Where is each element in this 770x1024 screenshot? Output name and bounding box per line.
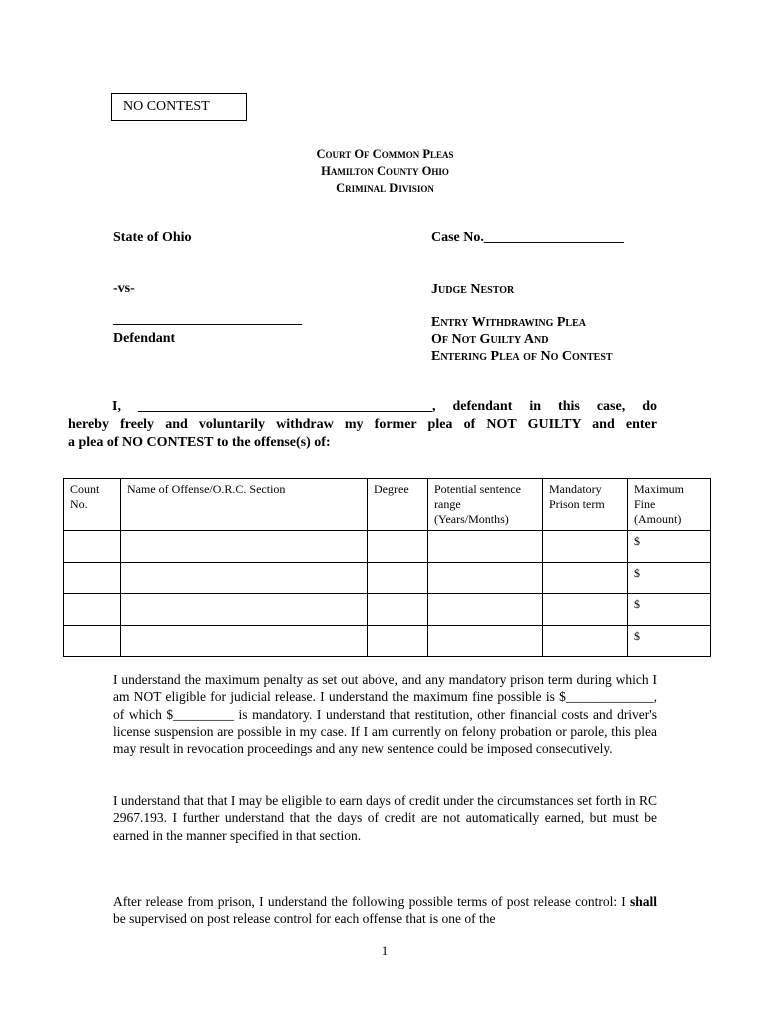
defendant-line: ___________________________ — [113, 312, 302, 327]
versus-label: -vs- — [113, 281, 135, 296]
cell-degree — [368, 531, 428, 563]
judge-name: Judge Nestor — [431, 282, 515, 297]
cell-mandatory — [543, 625, 628, 657]
cell-sentence — [428, 531, 543, 563]
table-header-row — [64, 479, 711, 531]
cell-degree — [368, 625, 428, 657]
court-line-2: Hamilton County Ohio — [321, 164, 449, 178]
entry-title-line-2: Of Not Guilty And — [431, 332, 549, 347]
cell-count — [64, 562, 121, 594]
cell-count — [64, 625, 121, 657]
cell-mandatory — [543, 594, 628, 626]
defendant-label: Defendant — [113, 331, 176, 346]
table-row — [64, 594, 711, 626]
table-row — [64, 531, 711, 563]
plaintiff-label: State of Ohio — [113, 230, 192, 245]
header-sentence: Potential sentence range (Years/Months) — [428, 479, 543, 531]
cell-fine: $ — [628, 594, 711, 626]
table-row — [64, 625, 711, 657]
post-release-text-1: After release from prison, I understand the following possible terms of post release control: I — [113, 894, 630, 909]
court-heading — [0, 146, 770, 197]
header-mandatory: Mandatory Prison term — [543, 479, 628, 531]
header-offense: Name of Offense/O.R.C. Section — [121, 479, 368, 531]
cell-degree — [368, 562, 428, 594]
post-release-text-2: be supervised on post release control for each offense that is one of the — [113, 911, 496, 927]
court-line-1: Court Of Common Pleas — [316, 147, 454, 161]
header-count: Count No. — [64, 479, 121, 531]
plea-line-1: I, __________________________________________, defendant in this case, do — [112, 399, 657, 414]
cell-sentence — [428, 625, 543, 657]
header-degree: Degree — [368, 479, 428, 531]
entry-title — [431, 314, 613, 365]
cell-fine: $ — [628, 562, 711, 594]
plea-line-3: a plea of NO CONTEST to the offense(s) of: — [68, 435, 331, 450]
cell-offense — [121, 625, 368, 657]
cell-offense — [121, 562, 368, 594]
case-number-field: Case No.____________________ — [431, 230, 624, 245]
cell-fine: $ — [628, 531, 711, 563]
cell-mandatory — [543, 531, 628, 563]
cell-sentence — [428, 562, 543, 594]
entry-title-line-3: Entering Plea of No Contest — [431, 349, 613, 364]
post-release-paragraph — [113, 893, 657, 928]
cell-count — [64, 594, 121, 626]
cell-count — [64, 531, 121, 563]
cell-sentence — [428, 594, 543, 626]
header-fine: Maximum Fine (Amount) — [628, 479, 711, 531]
cell-degree — [368, 594, 428, 626]
offense-table — [63, 478, 711, 657]
plea-line-2: hereby freely and voluntarily withdraw my former plea of NOT GUILTY and enter — [68, 417, 657, 432]
entry-title-line-1: Entry Withdrawing Plea — [431, 315, 586, 330]
court-line-3: Criminal Division — [336, 181, 434, 195]
penalty-paragraph: I understand the maximum penalty as set out above, and any mandatory prison term during which I am NOT eligible for judicial release. I understand the maximum fine possible is $_____________, of which $_________ is mandatory. I understand that restitution, other financial costs and driver's license suspension are possible in my case. If I am currently on felony probation or parole, this plea may result in revocation proceedings and any new sentence could be imposed consecutively. — [113, 672, 657, 757]
post-release-shall: shall — [629, 894, 657, 909]
table-row — [64, 562, 711, 594]
cell-offense — [121, 594, 368, 626]
credit-paragraph: I understand that that I may be eligible to earn days of credit under the circumstances set forth in RC 2967.193. I further understand that the days of credit are not automatically earned, but must be earned in the manner specified in that section. — [113, 793, 657, 843]
cell-offense — [121, 531, 368, 563]
page-number: 1 — [381, 943, 389, 958]
no-contest-box: NO CONTEST — [111, 93, 247, 121]
cell-mandatory — [543, 562, 628, 594]
cell-fine: $ — [628, 625, 711, 657]
plea-statement — [68, 398, 657, 452]
